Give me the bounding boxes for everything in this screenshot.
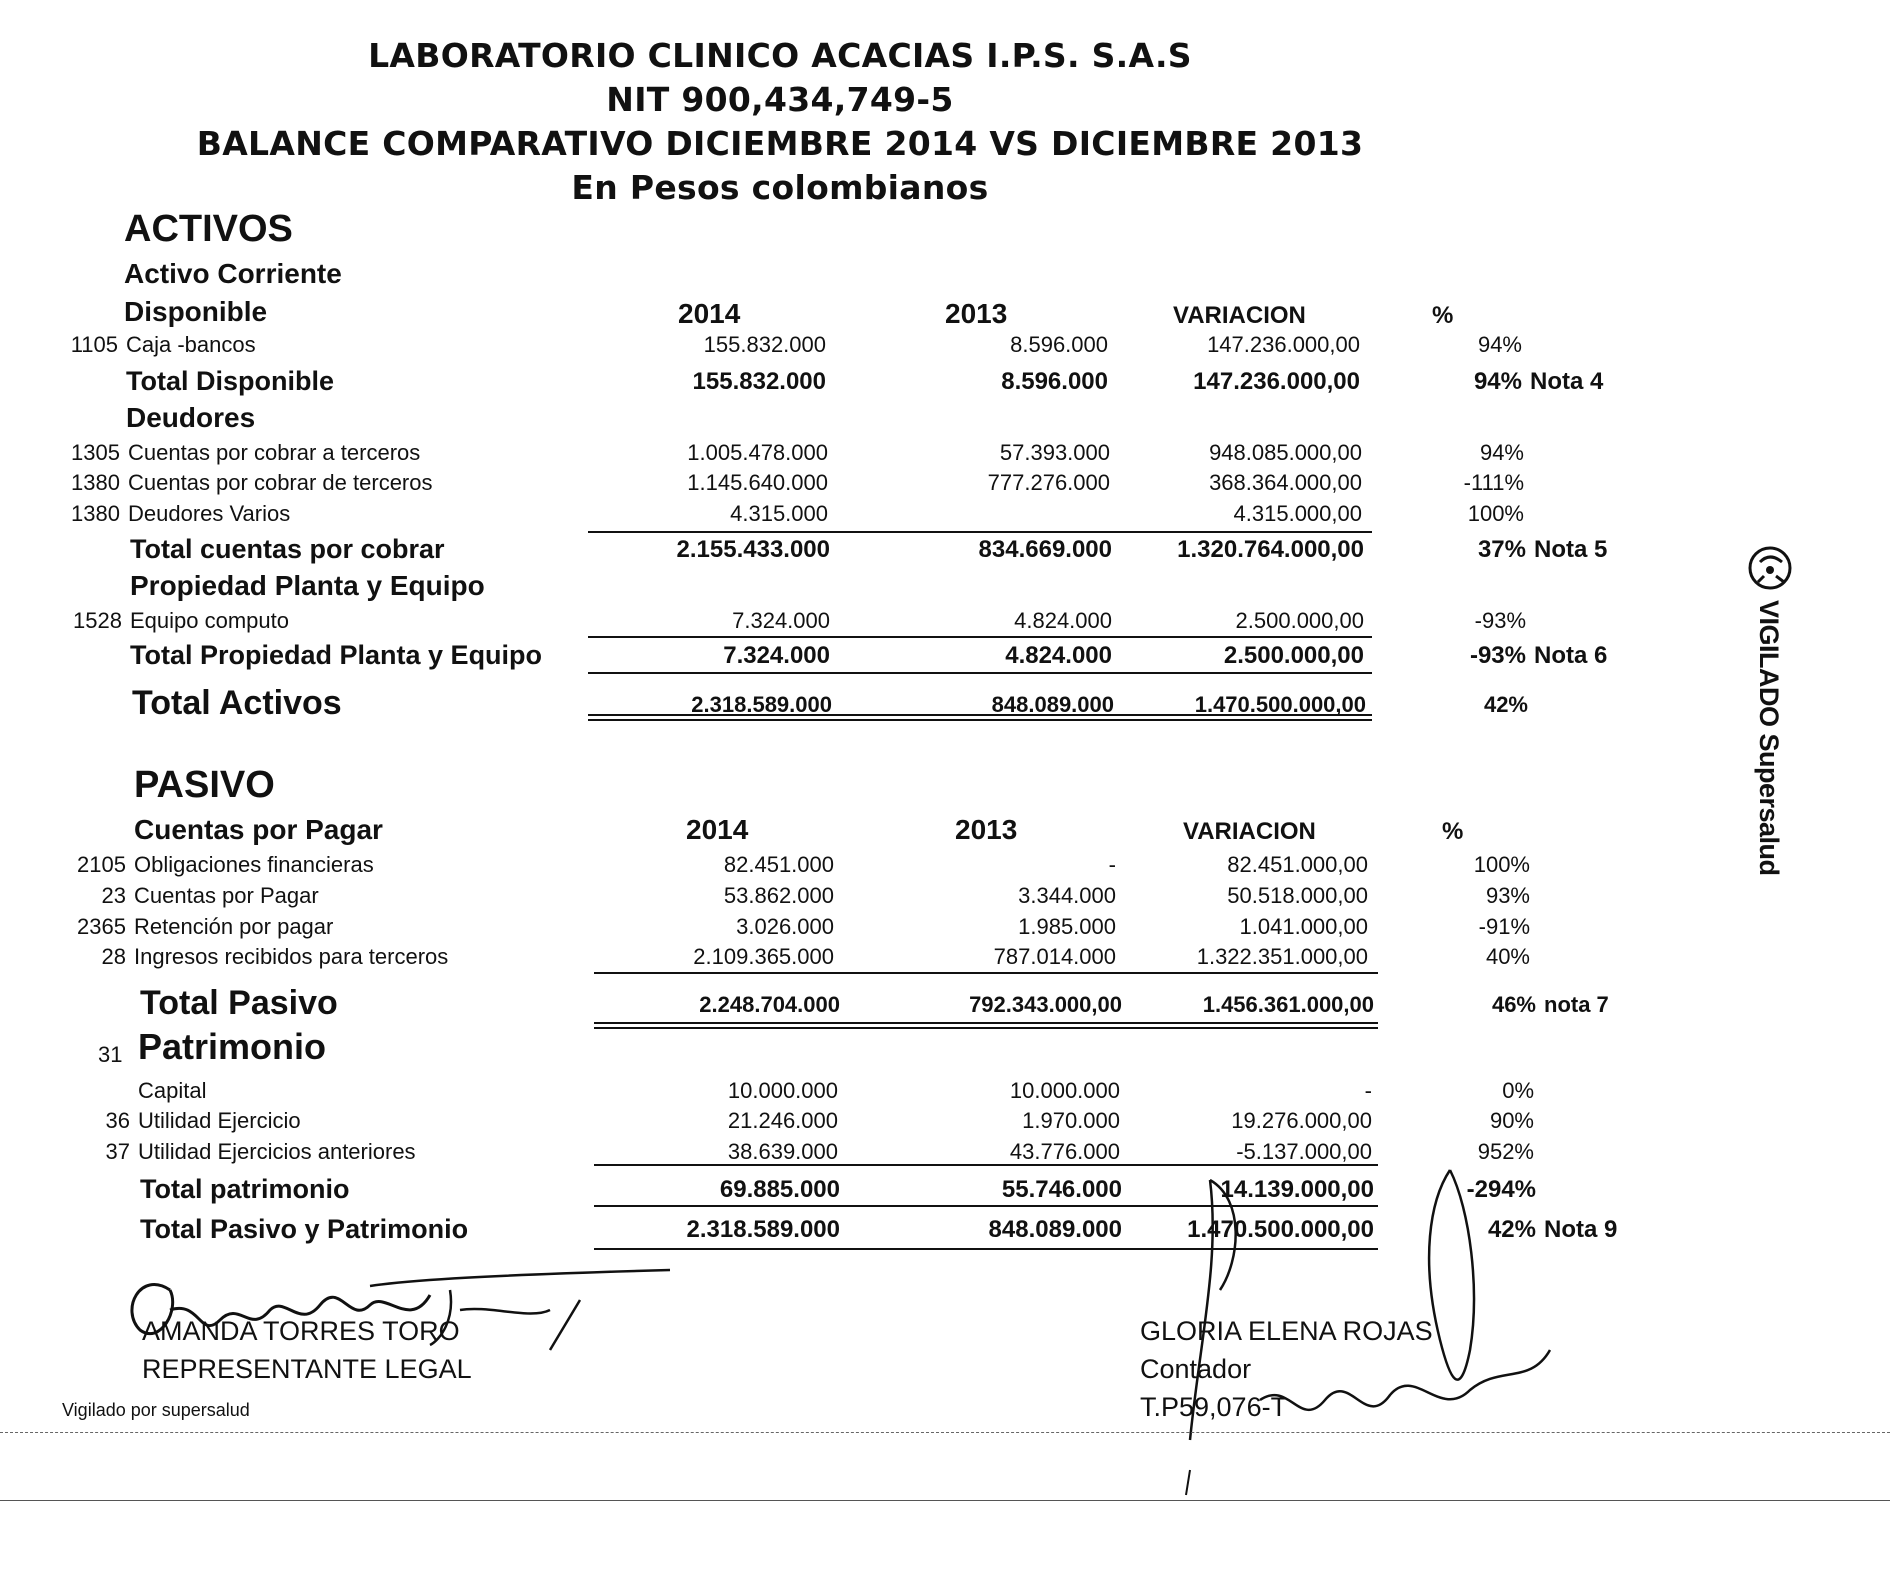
patrimonio-code: 31 xyxy=(98,1042,123,1067)
account-label: Caja -bancos xyxy=(126,332,256,357)
value-2014: 82.451.000 xyxy=(723,852,834,877)
patrimonio-heading: Patrimonio xyxy=(138,1026,327,1067)
table-row xyxy=(0,1174,1890,1204)
value-2013: 834.669.000 xyxy=(978,536,1112,563)
table-row xyxy=(0,914,1890,944)
value-note: Nota 9 xyxy=(1544,1216,1618,1243)
account-label: Total patrimonio xyxy=(140,1174,350,1204)
value-2013: 848.089.000 xyxy=(991,692,1114,717)
table-row xyxy=(0,608,1890,638)
table-row xyxy=(0,883,1890,913)
value-2014: 1.145.640.000 xyxy=(687,470,828,495)
table-row xyxy=(0,640,1890,670)
activo-corriente-label: Activo Corriente xyxy=(124,258,342,289)
value-2014: 21.246.000 xyxy=(727,1108,838,1133)
value-2013: 792.343.000,00 xyxy=(969,992,1122,1017)
table-row xyxy=(0,1078,1890,1108)
value-variacion: 147.236.000,00 xyxy=(1207,332,1360,357)
value-pct: -93% xyxy=(1474,608,1526,633)
value-pct: -294% xyxy=(1466,1176,1536,1203)
col-pct: % xyxy=(1432,302,1454,329)
value-2013: 4.824.000 xyxy=(1005,642,1112,669)
table-row xyxy=(0,852,1890,882)
rule-deudores xyxy=(588,531,1372,533)
value-variacion: 368.364.000,00 xyxy=(1209,470,1362,495)
value-note: Nota 4 xyxy=(1530,368,1604,395)
value-variacion: - xyxy=(1364,1078,1372,1103)
account-code: 1528 xyxy=(73,608,122,633)
value-variacion: 1.041.000,00 xyxy=(1239,914,1368,939)
rule-total-ppe xyxy=(588,672,1372,674)
value-variacion: 19.276.000,00 xyxy=(1231,1108,1372,1133)
col-2014: 2014 xyxy=(678,298,741,329)
value-variacion: 1.456.361.000,00 xyxy=(1202,992,1374,1017)
value-variacion: 4.315.000,00 xyxy=(1233,501,1362,526)
account-label: Cuentas por cobrar a terceros xyxy=(128,440,421,465)
value-2014: 38.639.000 xyxy=(727,1139,838,1164)
value-note: Nota 6 xyxy=(1534,642,1608,669)
account-code: 1305 xyxy=(71,440,120,465)
value-2014: 1.005.478.000 xyxy=(687,440,828,465)
company-nit: NIT 900,434,749-5 xyxy=(606,80,954,119)
account-label: Utilidad Ejercicio xyxy=(138,1108,301,1133)
currency-note: En Pesos colombianos xyxy=(571,168,989,207)
value-2013: 787.014.000 xyxy=(993,944,1116,969)
value-2013: - xyxy=(1108,852,1116,877)
footer-solid-rule xyxy=(0,1500,1890,1501)
signer-right-name: GLORIA ELENA ROJAS xyxy=(1140,1316,1433,1346)
account-label: Obligaciones financieras xyxy=(134,852,374,877)
value-variacion: 1.322.351.000,00 xyxy=(1196,944,1368,969)
value-variacion: -5.137.000,00 xyxy=(1236,1139,1372,1164)
col-2014-pasivo: 2014 xyxy=(686,814,749,845)
footer-vigilado: Vigilado por supersalud xyxy=(62,1400,250,1420)
table-row xyxy=(0,1214,1890,1244)
account-label: Total cuentas por cobrar xyxy=(130,534,445,564)
value-2013: 4.824.000 xyxy=(1014,608,1112,633)
value-pct: 94% xyxy=(1477,332,1522,357)
value-2014: 2.318.589.000 xyxy=(686,1216,840,1243)
account-code: 1380 xyxy=(71,470,120,495)
value-pct: 100% xyxy=(1473,852,1530,877)
col-2013-pasivo: 2013 xyxy=(955,814,1018,845)
value-variacion: 50.518.000,00 xyxy=(1227,883,1368,908)
account-label: Total Disponible xyxy=(126,366,334,396)
value-variacion: 1.320.764.000,00 xyxy=(1177,536,1364,563)
value-2013: 848.089.000 xyxy=(988,1216,1122,1243)
signer-left-role: REPRESENTANTE LEGAL xyxy=(142,1354,472,1384)
value-variacion: 2.500.000,00 xyxy=(1235,608,1364,633)
value-pct: -93% xyxy=(1469,642,1526,669)
value-2014: 3.026.000 xyxy=(736,914,834,939)
account-code: 2105 xyxy=(77,852,126,877)
value-2013: 10.000.000 xyxy=(1009,1078,1120,1103)
account-label: Utilidad Ejercicios anteriores xyxy=(138,1139,416,1164)
account-label: Total Pasivo xyxy=(140,984,338,1022)
account-label: Retención por pagar xyxy=(134,914,334,939)
account-code: 1380 xyxy=(71,501,120,526)
table-row xyxy=(0,984,1890,1022)
value-2013: 8.596.000 xyxy=(1010,332,1108,357)
table-row xyxy=(0,684,1890,722)
ppe-label: Propiedad Planta y Equipo xyxy=(130,570,485,601)
account-code: 23 xyxy=(101,883,126,908)
table-row xyxy=(0,332,1890,362)
company-name: LABORATORIO CLINICO ACACIAS I.P.S. S.A.S xyxy=(368,36,1192,75)
value-pct: 40% xyxy=(1485,944,1530,969)
value-variacion: 14.139.000,00 xyxy=(1220,1176,1374,1203)
account-code: 28 xyxy=(101,944,126,969)
account-code: 37 xyxy=(105,1139,130,1164)
supersalud-stamp xyxy=(1738,540,1802,876)
disponible-label: Disponible xyxy=(124,296,268,327)
activos-heading: ACTIVOS xyxy=(124,208,293,250)
table-row xyxy=(0,366,1890,396)
account-code: 2365 xyxy=(77,914,126,939)
value-2014: 10.000.000 xyxy=(727,1078,838,1103)
value-variacion: 2.500.000,00 xyxy=(1223,642,1364,669)
value-2014: 7.324.000 xyxy=(732,608,830,633)
value-pct: 46% xyxy=(1491,992,1536,1017)
value-variacion: 147.236.000,00 xyxy=(1193,368,1360,395)
rule-equipo xyxy=(588,636,1372,638)
supersalud-logo-icon xyxy=(1742,540,1798,596)
value-2013: 3.344.000 xyxy=(1018,883,1116,908)
value-pct: 93% xyxy=(1485,883,1530,908)
col-2013: 2013 xyxy=(945,298,1008,329)
account-label: Cuentas por Pagar xyxy=(134,883,319,908)
value-2014: 2.109.365.000 xyxy=(693,944,834,969)
value-pct: 90% xyxy=(1489,1108,1534,1133)
account-label: Capital xyxy=(138,1078,207,1103)
value-pct: 42% xyxy=(1487,1216,1536,1243)
table-row xyxy=(0,534,1890,564)
account-label: Equipo computo xyxy=(130,608,289,633)
value-2013: 55.746.000 xyxy=(1001,1176,1122,1203)
value-2013: 1.985.000 xyxy=(1018,914,1116,939)
value-2014: 155.832.000 xyxy=(692,368,826,395)
rule-total-pasivo xyxy=(594,1022,1378,1029)
value-2014: 2.318.589.000 xyxy=(691,692,832,717)
value-note: nota 7 xyxy=(1544,992,1609,1017)
value-pct: 94% xyxy=(1473,368,1522,395)
account-label: Total Propiedad Planta y Equipo xyxy=(130,640,543,670)
value-2013: 8.596.000 xyxy=(1001,368,1108,395)
col-pct-pasivo: % xyxy=(1442,818,1464,845)
account-label: Deudores Varios xyxy=(128,501,291,526)
report-title: BALANCE COMPARATIVO DICIEMBRE 2014 VS DICIEMBRE 2013 xyxy=(196,124,1364,163)
table-row xyxy=(0,470,1890,500)
col-variacion: VARIACION xyxy=(1173,302,1306,329)
signer-right-tp: T.P59,076-T xyxy=(1140,1392,1288,1422)
account-code: 36 xyxy=(105,1108,130,1133)
value-note: Nota 5 xyxy=(1534,536,1608,563)
value-pct: 94% xyxy=(1479,440,1524,465)
value-pct: 952% xyxy=(1477,1139,1534,1164)
cuentas-por-pagar-label: Cuentas por Pagar xyxy=(134,814,383,845)
signer-right-role: Contador xyxy=(1140,1354,1252,1384)
value-pct: -111% xyxy=(1463,470,1524,495)
value-pct: 42% xyxy=(1483,692,1528,717)
value-2013: 57.393.000 xyxy=(999,440,1110,465)
value-2014: 7.324.000 xyxy=(723,642,830,669)
value-variacion: 1.470.500.000,00 xyxy=(1194,692,1366,717)
value-variacion: 1.470.500.000,00 xyxy=(1187,1216,1374,1243)
pasivo-heading: PASIVO xyxy=(134,764,275,806)
account-label: Total Pasivo y Patrimonio xyxy=(140,1214,469,1244)
footer-dashed-rule xyxy=(0,1432,1890,1433)
account-code: 1105 xyxy=(70,332,118,357)
value-pct: 37% xyxy=(1477,536,1526,563)
table-row xyxy=(0,944,1890,974)
rule-ingresos xyxy=(594,972,1378,974)
account-label: Ingresos recibidos para terceros xyxy=(134,944,449,969)
value-2014: 2.155.433.000 xyxy=(676,536,830,563)
value-variacion: 948.085.000,00 xyxy=(1209,440,1362,465)
value-pct: 100% xyxy=(1467,501,1524,526)
value-variacion: 82.451.000,00 xyxy=(1227,852,1368,877)
value-pct: -91% xyxy=(1478,914,1530,939)
value-2013: 1.970.000 xyxy=(1022,1108,1120,1133)
table-row xyxy=(0,501,1890,531)
signer-left-name: AMANDA TORRES TORO xyxy=(142,1316,460,1346)
value-2013: 43.776.000 xyxy=(1009,1139,1120,1164)
value-2014: 69.885.000 xyxy=(719,1176,840,1203)
table-row xyxy=(0,1108,1890,1138)
value-2014: 4.315.000 xyxy=(730,501,828,526)
deudores-label: Deudores xyxy=(126,402,256,433)
account-label: Total Activos xyxy=(132,684,342,722)
value-2013: 777.276.000 xyxy=(987,470,1110,495)
col-variacion-pasivo: VARIACION xyxy=(1183,818,1316,845)
value-2014: 2.248.704.000 xyxy=(699,992,840,1017)
table-row xyxy=(0,440,1890,470)
value-2014: 53.862.000 xyxy=(723,883,834,908)
rule-total-activos xyxy=(588,714,1372,721)
stamp-text: VIGILADO Supersalud xyxy=(1754,600,1784,876)
value-pct: 0% xyxy=(1502,1078,1534,1103)
account-label: Cuentas por cobrar de terceros xyxy=(128,470,433,495)
value-2014: 155.832.000 xyxy=(703,332,826,357)
